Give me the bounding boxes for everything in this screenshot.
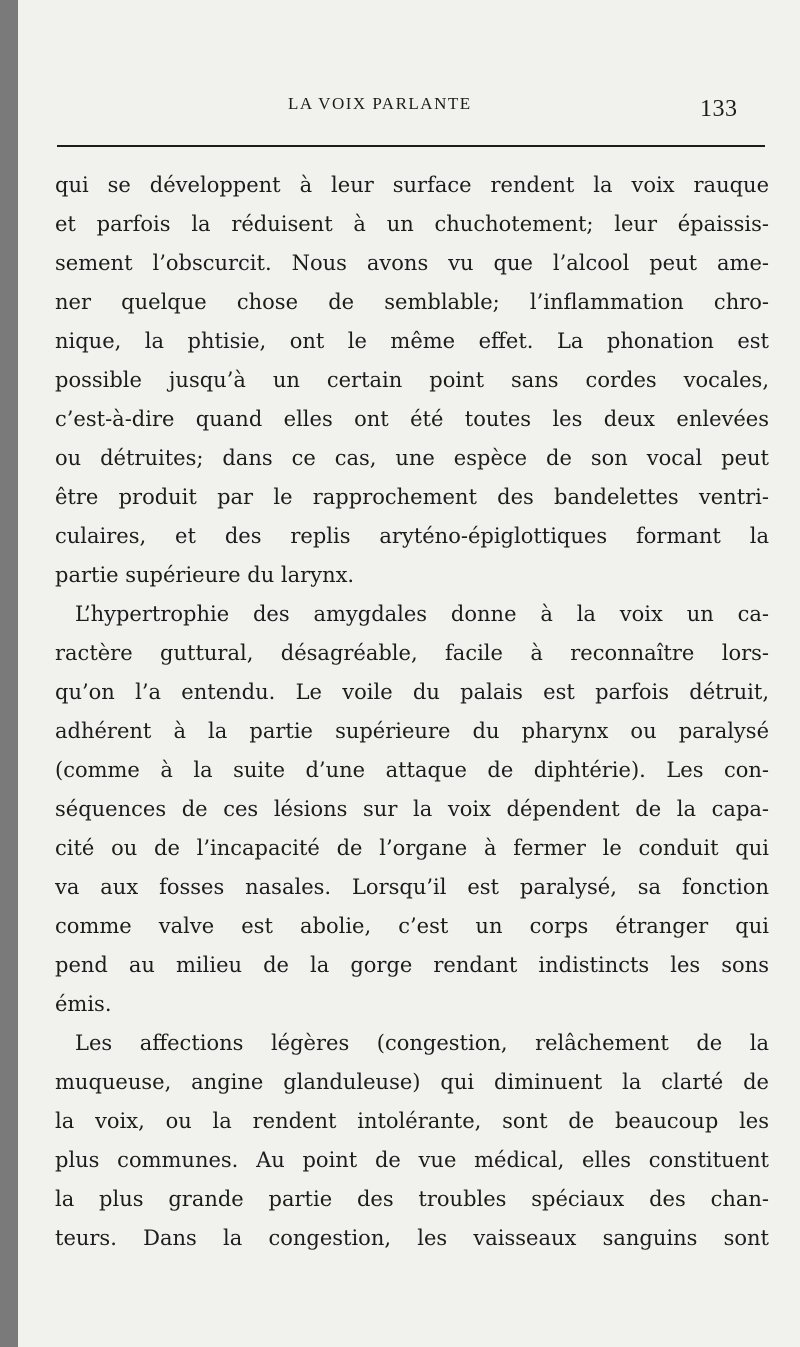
text-line: cité ou de l’incapacité de l’organe à fermer le conduit qui xyxy=(55,836,769,860)
text-line: muqueuse, angine glanduleuse) qui diminuent la clarté de xyxy=(55,1070,769,1094)
text-line: c’est-à-dire quand elles ont été toutes les deux enlevées xyxy=(55,407,769,431)
text-line: la voix, ou la rendent intolérante, sont de beaucoup les xyxy=(55,1109,769,1133)
text-line: Les affections légères (congestion, relâchement de la xyxy=(75,1031,769,1055)
text-line: va aux fosses nasales. Lorsqu’il est paralysé, sa fonction xyxy=(55,875,769,899)
text-line: (comme à la suite d’une attaque de diphtérie). Les con- xyxy=(55,758,769,782)
text-line: émis. xyxy=(55,992,112,1016)
paragraph-3 xyxy=(55,1024,769,1258)
text-line: teurs. Dans la congestion, les vaisseaux sanguins sont xyxy=(55,1226,769,1250)
paragraph-1 xyxy=(55,166,769,595)
text-line: ractère guttural, désagréable, facile à reconnaître lors- xyxy=(55,641,769,665)
paragraph-2 xyxy=(55,595,769,1024)
page-number: 133 xyxy=(700,96,738,122)
book-page xyxy=(18,0,800,1347)
running-head-title: LA VOIX PARLANTE xyxy=(288,94,472,113)
text-line: L’hypertrophie des amygdales donne à la voix un ca- xyxy=(75,602,769,626)
text-line: nique, la phtisie, ont le même effet. La phonation est xyxy=(55,329,769,353)
text-line: être produit par le rapprochement des bandelettes ventri- xyxy=(55,485,769,509)
text-line: et parfois la réduisent à un chuchotement; leur épaissis- xyxy=(55,212,769,236)
text-line: qu’on l’a entendu. Le voile du palais est parfois détruit, xyxy=(55,680,769,704)
text-line: ner quelque chose de semblable; l’inflammation chro- xyxy=(55,290,769,314)
text-line: plus communes. Au point de vue médical, elles constituent xyxy=(55,1148,769,1172)
text-line: comme valve est abolie, c’est un corps étranger qui xyxy=(55,914,769,938)
text-line: qui se développent à leur surface rendent la voix rauque xyxy=(55,173,769,197)
text-line: adhérent à la partie supérieure du pharynx ou paralysé xyxy=(55,719,769,743)
text-line: pend au milieu de la gorge rendant indistincts les sons xyxy=(55,953,769,977)
header-rule xyxy=(57,145,765,147)
text-line: partie supérieure du larynx. xyxy=(55,563,355,587)
text-line: culaires, et des replis aryténo-épiglottiques formant la xyxy=(55,524,769,548)
text-line: possible jusqu’à un certain point sans cordes vocales, xyxy=(55,368,769,392)
text-line: séquences de ces lésions sur la voix dépendent de la capa- xyxy=(55,797,769,821)
text-line: ou détruites; dans ce cas, une espèce de son vocal peut xyxy=(55,446,769,470)
body-text xyxy=(55,166,769,1258)
text-line: sement l’obscurcit. Nous avons vu que l’alcool peut ame- xyxy=(55,251,769,275)
text-line: la plus grande partie des troubles spéciaux des chan- xyxy=(55,1187,769,1211)
